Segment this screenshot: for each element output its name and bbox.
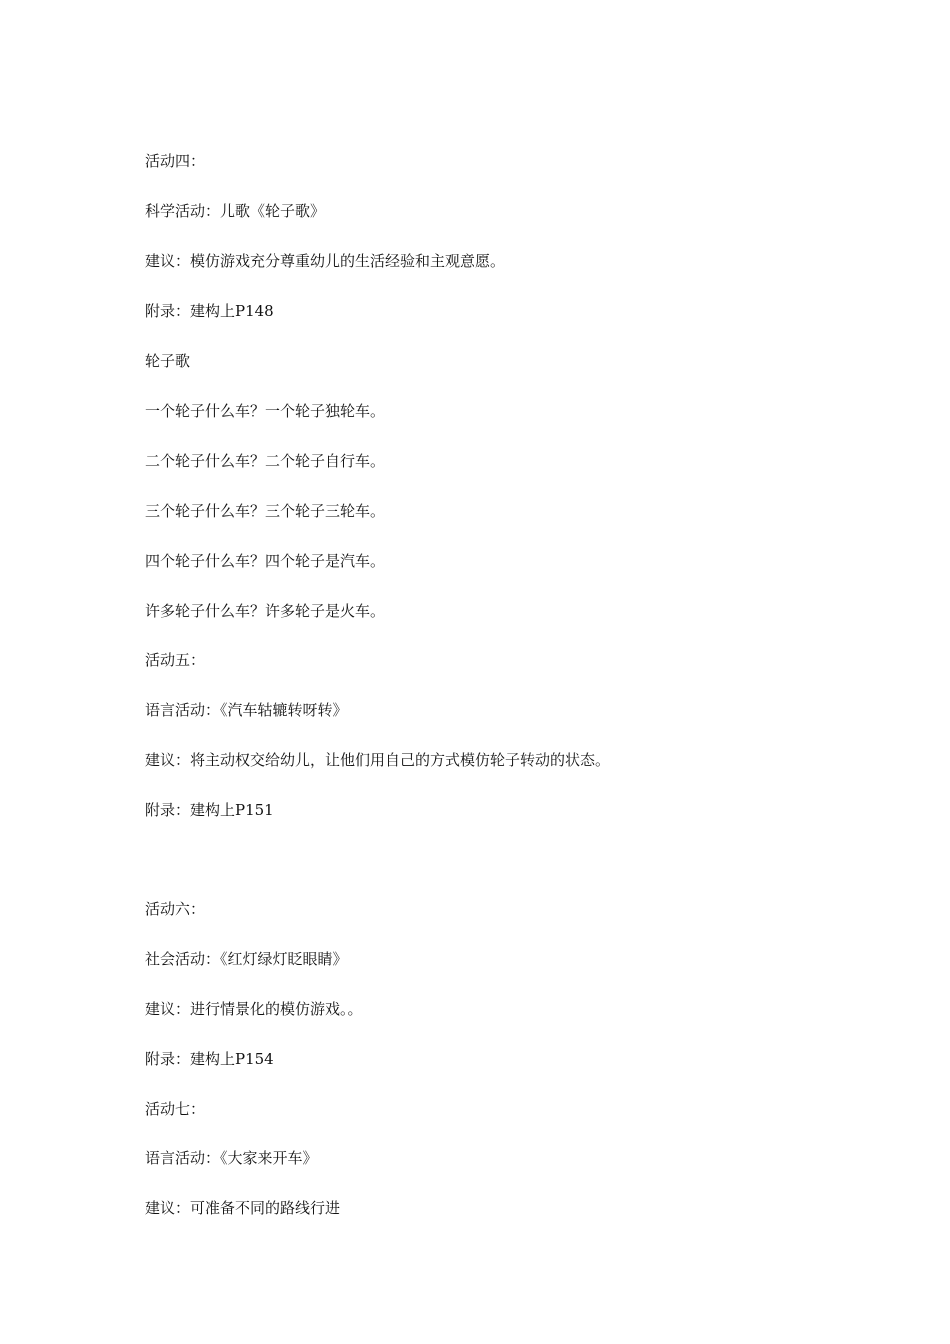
- activity-5-title: 语言活动：《汽车轱辘转呀转》: [145, 701, 348, 719]
- song-line: 一个轮子什么车？一个轮子独轮车。: [145, 402, 386, 420]
- heading-activity-7: 活动七：: [145, 1100, 206, 1118]
- song-line: 二个轮子什么车？二个轮子自行车。: [145, 452, 386, 470]
- activity-7-suggestion: 建议：可准备不同的路线行进: [145, 1199, 341, 1217]
- activity-6-appendix: 附录：建构上P154: [145, 1050, 274, 1068]
- activity-5-appendix: 附录：建构上P151: [145, 801, 274, 819]
- activity-6-title: 社会活动：《红灯绿灯眨眼睛》: [145, 950, 348, 968]
- heading-activity-6: 活动六：: [145, 900, 206, 918]
- activity-6-suggestion: 建议：进行情景化的模仿游戏。。: [145, 1000, 363, 1018]
- activity-5-suggestion: 建议：将主动权交给幼儿，让他们用自己的方式模仿轮子转动的状态。: [145, 751, 611, 769]
- activity-4-appendix: 附录：建构上P148: [145, 302, 274, 320]
- song-line: 三个轮子什么车？三个轮子三轮车。: [145, 502, 386, 520]
- activity-7-title: 语言活动：《大家来开车》: [145, 1149, 318, 1167]
- song-title: 轮子歌: [145, 352, 191, 370]
- song-line: 四个轮子什么车？四个轮子是汽车。: [145, 552, 386, 570]
- heading-activity-5: 活动五：: [145, 651, 206, 669]
- song-line: 许多轮子什么车？许多轮子是火车。: [145, 602, 386, 620]
- activity-4-title: 科学活动：儿歌《轮子歌》: [145, 202, 326, 220]
- heading-activity-4: 活动四：: [145, 152, 206, 170]
- activity-4-suggestion: 建议：模仿游戏充分尊重幼儿的生活经验和主观意愿。: [145, 252, 506, 270]
